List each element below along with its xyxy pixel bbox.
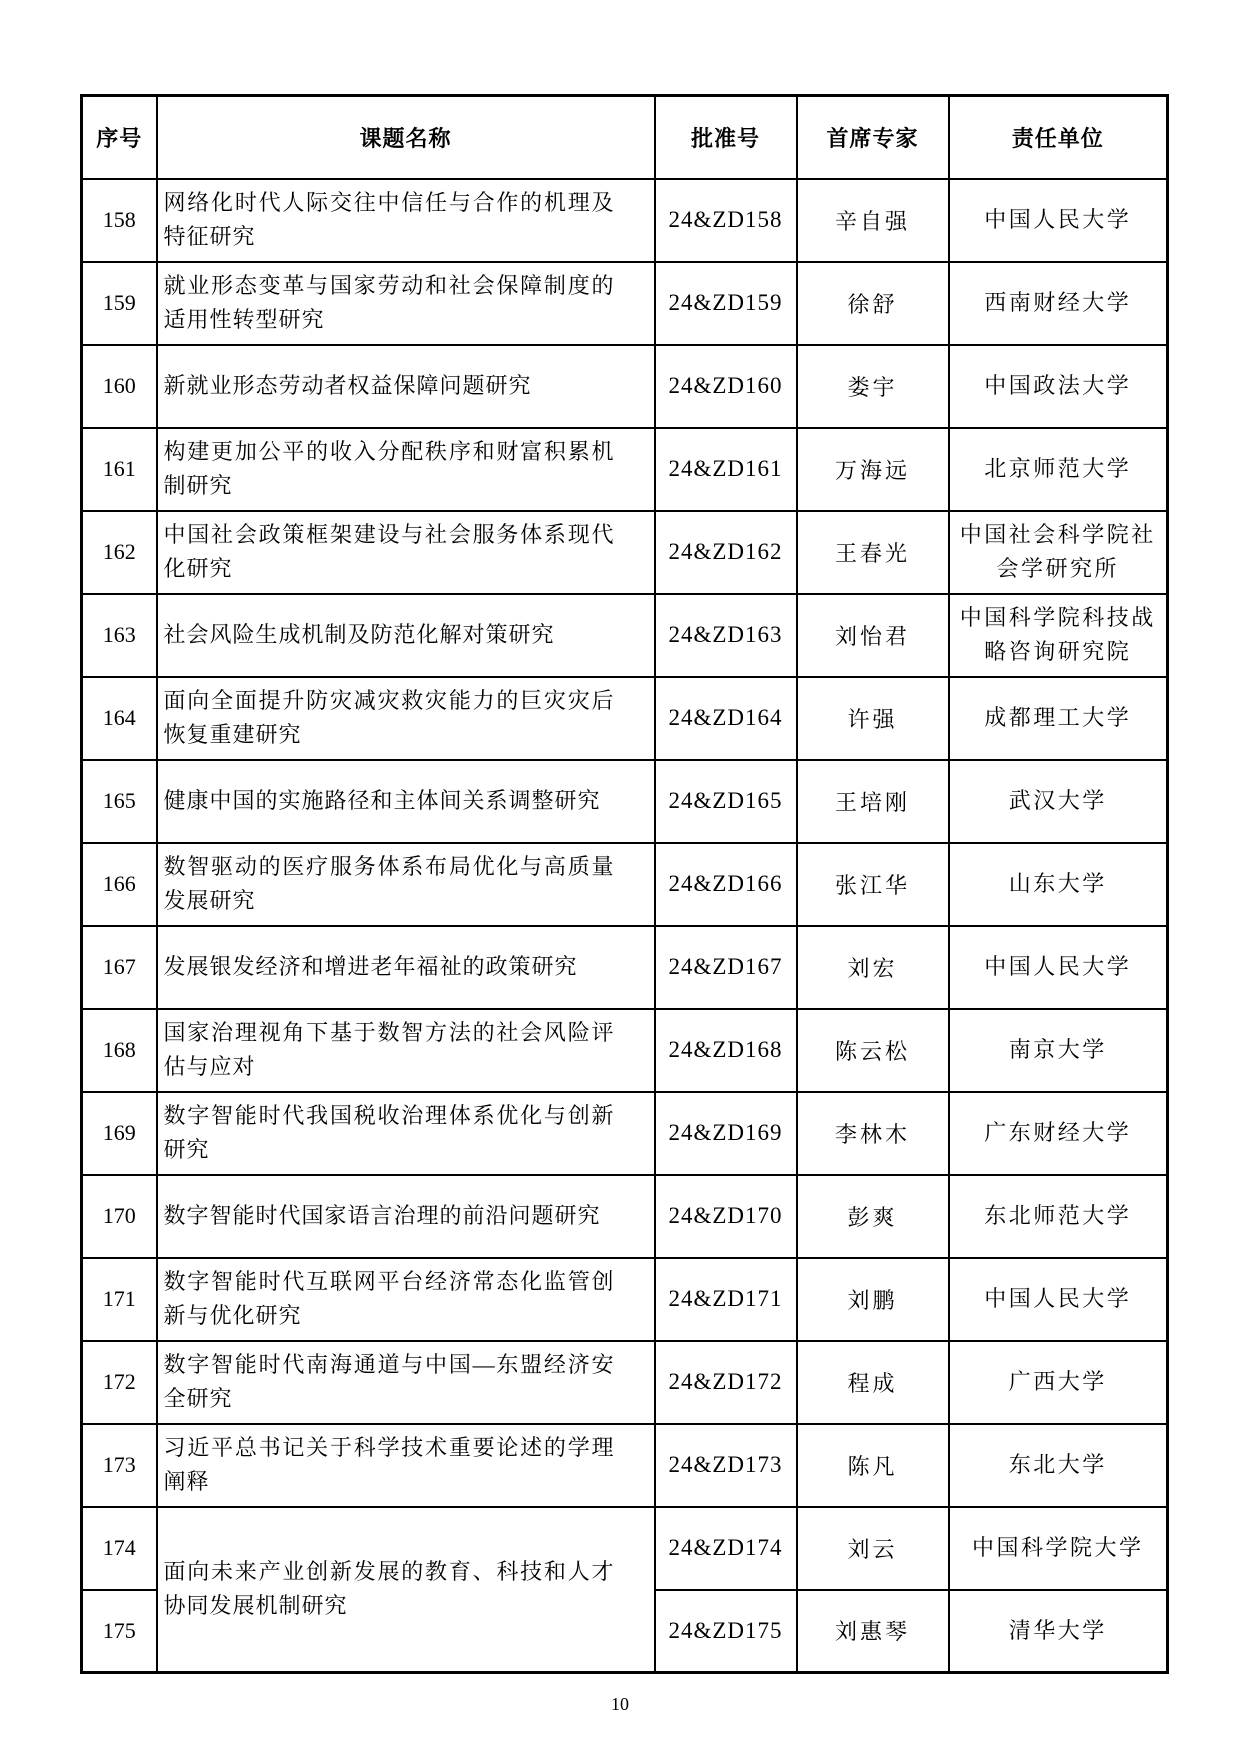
- cell-expert: 许强: [797, 677, 949, 760]
- cell-unit: 中国人民大学: [949, 926, 1168, 1009]
- cell-expert: 刘宏: [797, 926, 949, 1009]
- cell-approval: 24&ZD167: [655, 926, 797, 1009]
- header-unit: 责任单位: [949, 96, 1168, 179]
- cell-approval: 24&ZD158: [655, 179, 797, 262]
- cell-title: 数字智能时代南海通道与中国—东盟经济安全研究: [157, 1341, 655, 1424]
- table-row: [82, 262, 1168, 345]
- cell-title: 数字智能时代互联网平台经济常态化监管创新与优化研究: [157, 1258, 655, 1341]
- cell-title: 数字智能时代国家语言治理的前沿问题研究: [157, 1175, 655, 1258]
- cell-title: 社会风险生成机制及防范化解对策研究: [157, 594, 655, 677]
- cell-title: 数智驱动的医疗服务体系布局优化与高质量发展研究: [157, 843, 655, 926]
- cell-approval: 24&ZD174: [655, 1507, 797, 1590]
- cell-approval: 24&ZD163: [655, 594, 797, 677]
- cell-expert: 陈凡: [797, 1424, 949, 1507]
- cell-title: 面向全面提升防灾减灾救灾能力的巨灾灾后恢复重建研究: [157, 677, 655, 760]
- page-number: 10: [611, 1694, 629, 1714]
- cell-approval: 24&ZD171: [655, 1258, 797, 1341]
- cell-title: 数字智能时代我国税收治理体系优化与创新研究: [157, 1092, 655, 1175]
- cell-expert: 王春光: [797, 511, 949, 594]
- cell-expert: 陈云松: [797, 1009, 949, 1092]
- table-row: [82, 760, 1168, 843]
- cell-approval: 24&ZD159: [655, 262, 797, 345]
- cell-expert: 刘惠琴: [797, 1590, 949, 1673]
- cell-index: 167: [82, 926, 157, 1009]
- table-row: [82, 1424, 1168, 1507]
- cell-index: 161: [82, 428, 157, 511]
- cell-index: 168: [82, 1009, 157, 1092]
- cell-expert: 程成: [797, 1341, 949, 1424]
- table-row: [82, 926, 1168, 1009]
- table-row: [82, 1258, 1168, 1341]
- cell-unit: 广东财经大学: [949, 1092, 1168, 1175]
- cell-expert: 刘怡君: [797, 594, 949, 677]
- cell-unit: 清华大学: [949, 1590, 1168, 1673]
- cell-approval: 24&ZD165: [655, 760, 797, 843]
- cell-expert: 李林木: [797, 1092, 949, 1175]
- cell-expert: 刘鹏: [797, 1258, 949, 1341]
- table-row: [82, 1009, 1168, 1092]
- cell-unit: 南京大学: [949, 1009, 1168, 1092]
- table-row: [82, 345, 1168, 428]
- cell-index: 165: [82, 760, 157, 843]
- cell-title: 习近平总书记关于科学技术重要论述的学理阐释: [157, 1424, 655, 1507]
- table-header: [82, 96, 1168, 179]
- cell-title: 健康中国的实施路径和主体间关系调整研究: [157, 760, 655, 843]
- cell-expert: 娄宇: [797, 345, 949, 428]
- table-row: [82, 677, 1168, 760]
- cell-expert: 王培刚: [797, 760, 949, 843]
- cell-unit: 北京师范大学: [949, 428, 1168, 511]
- cell-approval: 24&ZD162: [655, 511, 797, 594]
- header-row: [82, 96, 1168, 179]
- cell-index: 159: [82, 262, 157, 345]
- table-row: [82, 843, 1168, 926]
- table-row: [82, 1175, 1168, 1258]
- table-row: [82, 594, 1168, 677]
- cell-unit: 武汉大学: [949, 760, 1168, 843]
- cell-index: 162: [82, 511, 157, 594]
- cell-approval: 24&ZD173: [655, 1424, 797, 1507]
- cell-expert: 彭爽: [797, 1175, 949, 1258]
- cell-index: 166: [82, 843, 157, 926]
- cell-unit: 成都理工大学: [949, 677, 1168, 760]
- cell-approval: 24&ZD168: [655, 1009, 797, 1092]
- cell-unit: 东北师范大学: [949, 1175, 1168, 1258]
- cell-approval: 24&ZD160: [655, 345, 797, 428]
- cell-index: 164: [82, 677, 157, 760]
- table-row: [82, 1092, 1168, 1175]
- cell-unit: 西南财经大学: [949, 262, 1168, 345]
- table-row: [82, 1341, 1168, 1424]
- cell-unit: 中国科学院大学: [949, 1507, 1168, 1590]
- cell-expert: 张江华: [797, 843, 949, 926]
- cell-index: 163: [82, 594, 157, 677]
- table-body: [82, 179, 1168, 1673]
- cell-index: 160: [82, 345, 157, 428]
- cell-title: 网络化时代人际交往中信任与合作的机理及特征研究: [157, 179, 655, 262]
- cell-title: 就业形态变革与国家劳动和社会保障制度的适用性转型研究: [157, 262, 655, 345]
- cell-unit: 中国科学院科技战略咨询研究院: [949, 594, 1168, 677]
- header-approval: 批准号: [655, 96, 797, 179]
- projects-table: [80, 94, 1169, 1674]
- header-index: 序号: [82, 96, 157, 179]
- cell-index: 172: [82, 1341, 157, 1424]
- cell-unit: 中国人民大学: [949, 1258, 1168, 1341]
- cell-index: 171: [82, 1258, 157, 1341]
- cell-approval: 24&ZD172: [655, 1341, 797, 1424]
- cell-expert: 徐舒: [797, 262, 949, 345]
- cell-index: 175: [82, 1590, 157, 1673]
- cell-expert: 刘云: [797, 1507, 949, 1590]
- cell-title: 发展银发经济和增进老年福祉的政策研究: [157, 926, 655, 1009]
- header-title: 课题名称: [157, 96, 655, 179]
- cell-unit: 东北大学: [949, 1424, 1168, 1507]
- cell-title: 构建更加公平的收入分配秩序和财富积累机制研究: [157, 428, 655, 511]
- cell-index: 174: [82, 1507, 157, 1590]
- cell-unit: 山东大学: [949, 843, 1168, 926]
- cell-title: 新就业形态劳动者权益保障问题研究: [157, 345, 655, 428]
- cell-title: 中国社会政策框架建设与社会服务体系现代化研究: [157, 511, 655, 594]
- cell-unit: 中国社会科学院社会学研究所: [949, 511, 1168, 594]
- cell-title: 面向未来产业创新发展的教育、科技和人才协同发展机制研究: [157, 1507, 655, 1673]
- cell-expert: 辛自强: [797, 179, 949, 262]
- cell-expert: 万海远: [797, 428, 949, 511]
- cell-index: 169: [82, 1092, 157, 1175]
- cell-index: 158: [82, 179, 157, 262]
- cell-approval: 24&ZD164: [655, 677, 797, 760]
- cell-unit: 广西大学: [949, 1341, 1168, 1424]
- cell-approval: 24&ZD169: [655, 1092, 797, 1175]
- cell-index: 170: [82, 1175, 157, 1258]
- table-row: [82, 511, 1168, 594]
- cell-approval: 24&ZD166: [655, 843, 797, 926]
- table-row: [82, 179, 1168, 262]
- cell-title: 国家治理视角下基于数智方法的社会风险评估与应对: [157, 1009, 655, 1092]
- cell-approval: 24&ZD175: [655, 1590, 797, 1673]
- table-row: [82, 428, 1168, 511]
- cell-approval: 24&ZD170: [655, 1175, 797, 1258]
- cell-unit: 中国政法大学: [949, 345, 1168, 428]
- cell-index: 173: [82, 1424, 157, 1507]
- cell-approval: 24&ZD161: [655, 428, 797, 511]
- table-row: [82, 1507, 1168, 1590]
- header-expert: 首席专家: [797, 96, 949, 179]
- cell-unit: 中国人民大学: [949, 179, 1168, 262]
